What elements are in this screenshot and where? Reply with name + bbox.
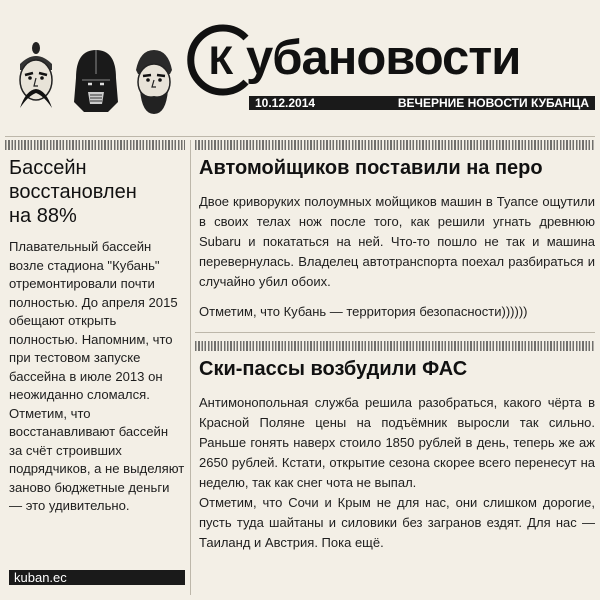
main-articles: [195, 140, 595, 553]
article-title[interactable]: Автомойщиков поставили на перо: [199, 157, 543, 179]
site-logo[interactable]: [186, 20, 596, 100]
logo-letter: К: [208, 39, 234, 83]
logo-wordmark: убановости: [246, 31, 521, 85]
article-paragraph: Отметим, что Сочи и Крым не для нас, они слишком дорогие, пусть туда шайтаны и силовики без загранов ездят. Для нас — Таиланд и Австрия. Пока ещё.: [199, 495, 595, 550]
article-paragraph: Антимонопольная служба решила разобраться, какого чёрта в Красной Поляне цены на подъёмник выросли так сильно. Раньше гонять наверх стоило 1850 рублей в день, теперь же аж 2650 рублей. Кстати, открытие сезона скорее всего перенесут на неделю, так как снег чота не выпал.: [199, 395, 595, 490]
masthead-heads: [8, 40, 186, 120]
bearded-man-head-icon: [126, 40, 182, 118]
article-body: [199, 393, 595, 553]
article-paragraph: Отметим, что Кубань — территория безопасности)))))): [199, 304, 528, 319]
sidebar-title-line: Бассейн: [9, 157, 87, 179]
sidebar-article: [5, 140, 185, 585]
sidebar-article-title[interactable]: [9, 156, 185, 228]
issue-date: 10.12.2014: [255, 96, 316, 110]
mustached-man-head-icon: [8, 40, 64, 118]
source-link[interactable]: kuban.ec: [9, 570, 185, 585]
article-title[interactable]: Ски-пассы возбудили ФАС: [199, 358, 468, 380]
article-body: [199, 192, 595, 322]
helmeted-head-icon: [68, 40, 124, 118]
date-bar: [249, 96, 595, 110]
tagline: ВЕЧЕРНИЕ НОВОСТИ КУБАНЦА: [397, 96, 589, 110]
column-ruler: [5, 140, 185, 150]
sidebar-article-body: Плавательный бассейн возле стадиона "Кубань" отремонтировали почти полностью. До апреля 2015 обещают открыть полностью. Напомним, что при тестовом запуске бассейна в июле 2013 он неожиданно сломался. Отметим, что восстанавливают бассейн за счёт строивших подрядчиков, а не выделяют заново бюджетные деньги — это удивительно.: [9, 239, 185, 513]
article-paragraph: Двое криворуких полоумных мойщиков машин в Туапсе ощутили в своих телах нож после того, как решили угнать древнюю Subaru и покататься на ней. Что-то пошло не так и машина перевернулась. Владелец автотранспорта поехал разбираться и случайно убил обоих.: [199, 194, 595, 289]
column-ruler: [195, 140, 595, 150]
article-divider: [195, 332, 595, 333]
column-divider: [190, 140, 191, 595]
column-ruler: [195, 341, 595, 351]
sidebar-title-line: на 88%: [9, 205, 77, 227]
masthead-divider: [5, 136, 595, 137]
sidebar-title-line: восстановлен: [9, 181, 137, 203]
